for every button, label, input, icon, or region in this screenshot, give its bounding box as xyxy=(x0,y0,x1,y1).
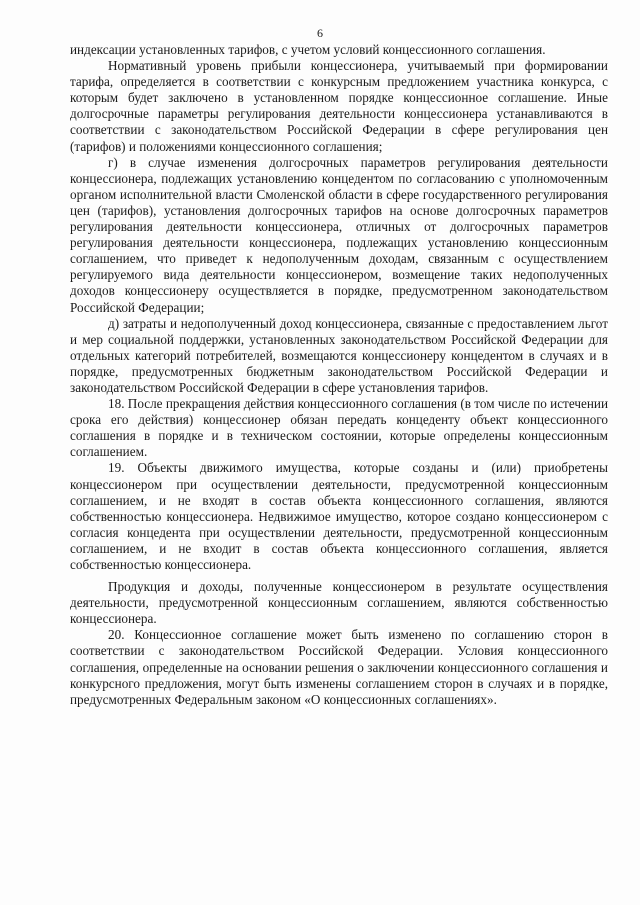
page-number: 6 xyxy=(317,26,323,40)
paragraph-clause-20: 20. Концессионное соглашение может быть изменено по соглашению сторон в соответствии с законодательством Российской Федерации. Условия концессионного соглашения, определенные на основании решения о заключении концессионного соглашения и конкурсного предложения, могут быть изменены соглашением сторон в случаях и в порядке, предусмотренных Федеральным законом «О концессионных соглашениях». xyxy=(70,627,608,707)
paragraph-item-d: д) затраты и недополученный доход концессионера, связанные с предоставлением льгот и мер социальной поддержки, установленных законодательством Российской Федерации для отдельных категорий потребителей, возмещаются концессионеру концедентом в случаях и в порядке, предусмотренных бюджетным законодательством Российской Федерации и законодательством Российской Федерации в сфере установления тарифов. xyxy=(70,315,608,395)
paragraph-item-g: г) в случае изменения долгосрочных параметров регулирования деятельности концессионера, подлежащих установлению концедентом по согласованию с уполномоченным органом исполнительной власти Смоленской области в сфере государственного регулирования цен (тарифов), установления долгосрочных тарифов на основе долгосрочных параметров регулирования деятельности концессионера, отличных от долгосрочных параметров регулирования деятельности концессионера, подлежащих установлению концессионным соглашением, что приведет к недополученным доходам, связанным с осуществлением регулируемого вида деятельности концессионером, возмещение таких недополученных доходов концессионеру осуществляется в порядке, предусмотренном законодательством Российской Федерации; xyxy=(70,154,608,315)
paragraph-profit-level: Нормативный уровень прибыли концессионера, учитываемый при формировании тарифа, определяется в соответствии с конкурсным предложением участника конкурса, с которым будет заключено в установленном порядке концессионное соглашение. Иные долгосрочные параметры регулирования деятельности концессионера устанавливаются в соответствии с законодательством Российской Федерации в сфере регулирования цен (тарифов) и положениями концессионного соглашения; xyxy=(70,58,608,154)
paragraph-products-income: Продукция и доходы, полученные концессионером в результате осуществления деятельности, предусмотренной концессионным соглашением, являются собственностью концессионера. xyxy=(70,579,608,627)
paragraph-clause-19: 19. Объекты движимого имущества, которые созданы и (или) приобретены концессионером при осуществлении деятельности, предусмотренной концессионным соглашением, и не входят в состав объекта концессионного соглашения, являются собственностью концессионера. Недвижимое имущество, которое создано концессионером с согласия концедента при осуществлении деятельности, предусмотренной концессионным соглашением, и не входит в состав объекта концессионного соглашения, является собственностью концессионера. xyxy=(70,460,608,572)
paragraph-clause-18: 18. После прекращения действия концессионного соглашения (в том числе по истечении срока его действия) концессионер обязан передать концеденту объект концессионного соглашения в порядке и в техническом состоянии, которые определены концессионным соглашением. xyxy=(70,396,608,460)
paragraph-tariff-indexation: индексации установленных тарифов, с учетом условий концессионного соглашения. xyxy=(70,42,546,57)
document-body xyxy=(70,42,608,708)
